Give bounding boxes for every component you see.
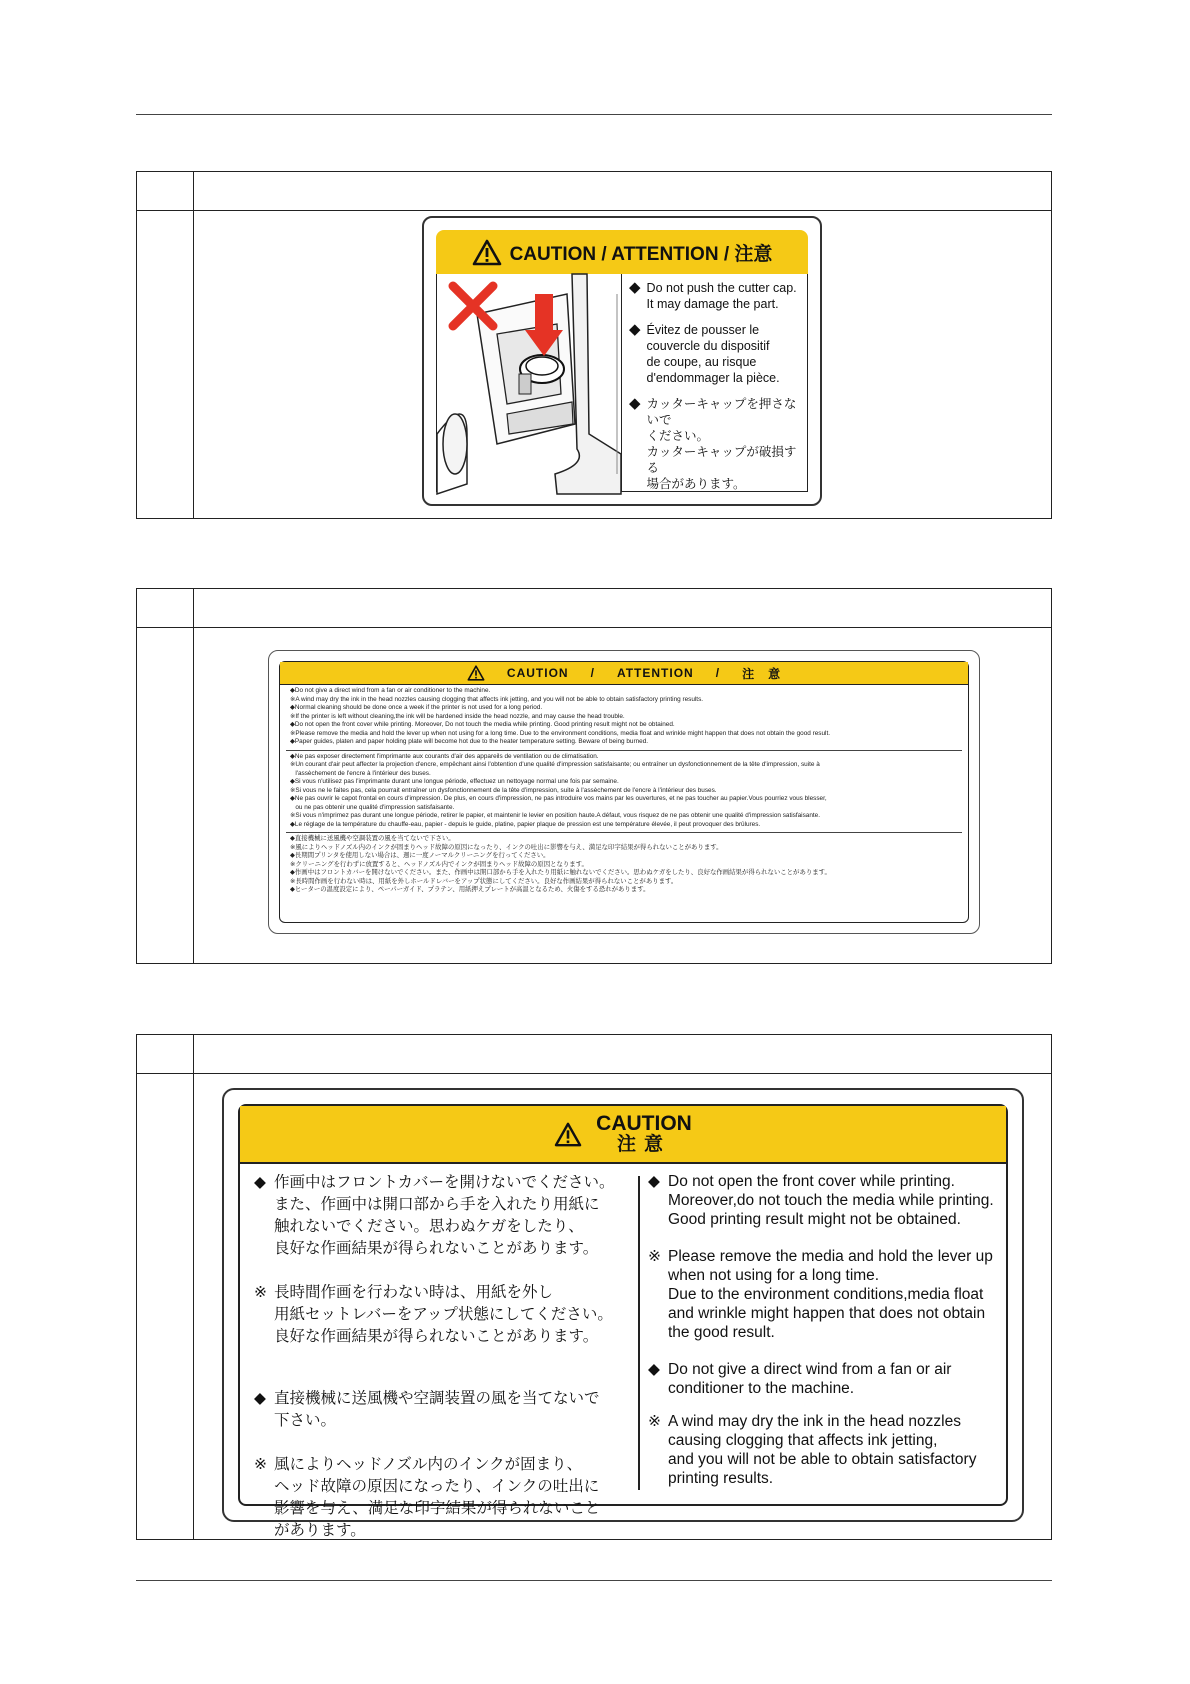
- caution-paragraph: [648, 1412, 1018, 1488]
- caution-banner: [436, 230, 808, 274]
- caution-line: ◆ヒーターの温度設定により、ペーパーガイド、プラテン、用紙押えプレートが高温となるため、火傷をする恐れがあります。: [290, 886, 650, 893]
- caution-title-part: CAUTION: [506, 666, 569, 680]
- english-section: [280, 685, 968, 750]
- prohibited-x-icon: [447, 280, 499, 332]
- paragraph-text: 風によりヘッドノズル内のインクが固まり、 ヘッド故障の原因になったり、インクの吐出に 影響を与え、満足な印字結果が得られないこと があります。: [274, 1456, 601, 1539]
- caution-title-part: /: [715, 666, 721, 680]
- paragraph-text: Do not give a direct wind from a fan or air conditioner to the machine.: [668, 1361, 952, 1397]
- caution-paragraph: [648, 1172, 1018, 1229]
- caution-title-part: /: [590, 666, 595, 680]
- caution-paragraph: [254, 1388, 624, 1432]
- instruction-text: カッターキャップを押さないで ください。 カッターキャップが破損する 場合があります。: [646, 397, 797, 491]
- caution-line: ◆Le réglage de la température du chauffe-eau, papier - depuis le guide, platine, papier plaque de pression est une température élevée, il peut provoquer des brûlures.: [290, 820, 761, 828]
- caution-paragraph: [648, 1247, 1018, 1342]
- caution-banner: [280, 662, 968, 685]
- caution-line: ◆Normal cleaning should be done once a week if the printer is not used for a long period.: [290, 704, 543, 711]
- caution-line: ◆Si vous n'utilisez pas l'imprimante durant une longue période, effectuez un nettoyage normal une fois par semaine.: [290, 778, 619, 785]
- caution-line: ※クリーニングを行わずに放置すると、ヘッドノズル内でインクが固まりヘッド故障の原因となります。: [290, 860, 588, 868]
- caution-title: CAUTION / ATTENTION / 注意: [509, 243, 773, 265]
- bullet-mark: ◆: [648, 1361, 660, 1378]
- table-header-row: [137, 172, 1051, 211]
- column-divider: [638, 1176, 640, 1490]
- caution-line: ◆Paper guides, platen and paper holding plate will become hot due to the heater temperature setting. Beware of being burned.: [290, 738, 649, 745]
- caution-line: ※長時間作画を行わない時は、用紙を外しホールドレバーをアップ状態にしてください。良好な作画結果が得られないことがあります。: [290, 877, 678, 885]
- caution-paragraph: [254, 1172, 624, 1260]
- warning-triangle-icon: [554, 1122, 582, 1147]
- table-header-row: [137, 589, 1051, 628]
- caution-banner: [240, 1106, 1006, 1164]
- caution-line: ※Please remove the media and hold the lever up when not using for a long time. Due to the environment conditions, media float and wrinkle might happen that does not obtain the good result.: [290, 729, 831, 737]
- caution-title-part: 注 意: [742, 666, 782, 681]
- paragraph-text: 長時間作画を行わない時は、用紙を外し 用紙セットレバーをアップ状態にしてください。 良好な作画結果が得られないことがあります。: [274, 1284, 613, 1345]
- multilingual-caution-label: [268, 650, 980, 934]
- caution-line: ※If the printer is left without cleaning,the ink will be hardened inside the head nozzle, and may cause the head trouble.: [290, 712, 625, 720]
- caution-line: ※Un courant d'air peut affecter la projection d'encre, empêchant ainsi l'obtention d'une qualité d'impression satisfaisante; ou entraîner un dysfonctionnement de la tête d'impression, suite à: [290, 761, 820, 768]
- caution-title-part: ATTENTION: [616, 666, 694, 680]
- front-cover-caution-label: [222, 1088, 1024, 1539]
- paragraph-text: Do not open the front cover while printing. Moreover,do not touch the media while printing. Good printing result might not be obtained.: [668, 1173, 994, 1228]
- japanese-column: [254, 1172, 624, 1562]
- table-header-row: [137, 1035, 1051, 1074]
- paragraph-text: A wind may dry the ink in the head nozzles causing clogging that affects ink jetting, and you will not be able to obtain satisfactory printing results.: [668, 1413, 977, 1487]
- instruction-en: ◆ Do not push the cutter cap. It may damage the part.: [629, 279, 797, 311]
- instruction-ja: ◆ カッターキャップを押さないで ください。 カッターキャップが破損する 場合があります。: [629, 396, 801, 492]
- caution-instructions: [629, 280, 801, 502]
- french-section: [286, 750, 962, 833]
- caution-inner-panel: [238, 1104, 1008, 1539]
- bullet-mark: ※: [254, 1456, 267, 1473]
- warning-triangle-icon: [467, 665, 485, 681]
- caution-paragraph: [254, 1282, 624, 1348]
- caution-inner-panel: [279, 661, 969, 923]
- caution-line: ◆Do not give a direct wind from a fan or air conditioner to the machine.: [290, 687, 491, 694]
- table-column-divider: [193, 172, 194, 518]
- caution-title: [596, 1113, 692, 1155]
- caution-line: ※風によりヘッドノズル内のインクが固まりヘッド故障の原因になったり、インクの吐出に影響を与え、満足な印字結果が得られないことがあります。: [290, 843, 723, 851]
- caution-line: ◆Do not open the front cover while printing. Moreover, Do not touch the media while printing. Good printing result might not be obtained.: [290, 721, 675, 728]
- caution-body: [436, 274, 808, 492]
- caution-line: ◆作画中はフロントカバーを開けないでください。また、作画中は開口部から手を入れたり用紙に触れないでください。思わぬケガをしたり、良好な作画結果が得られないことがあります。: [290, 869, 831, 876]
- header-rule: [136, 114, 1052, 115]
- bullet-mark: ※: [648, 1248, 661, 1265]
- english-column: [648, 1172, 1018, 1508]
- caution-line: ◆長期間プリンタを使用しない場合は、週に一度ノーマルクリーニングを行ってください。: [290, 852, 550, 859]
- instruction-text: Évitez de pousser le couvercle du dispositif de coupe, au risque d'endommager la pièce.: [646, 323, 780, 385]
- bullet-mark: ※: [648, 1413, 661, 1430]
- instruction-text: Do not push the cutter cap. It may damage the part.: [646, 281, 797, 311]
- caution-line: ◆直接機械に送風機や空調装置の風を当てないで下さい。: [290, 835, 455, 842]
- instruction-fr: ◆ Évitez de pousser le couvercle du dispositif de coupe, au risque d'endommager la pièce.: [629, 321, 780, 385]
- bullet-mark: ◆: [254, 1390, 266, 1407]
- paragraph-text: 直接機械に送風機や空調装置の風を当てないで 下さい。: [274, 1390, 600, 1429]
- warning-triangle-icon: [472, 239, 502, 266]
- japanese-section: [286, 832, 962, 898]
- caution-paragraph: [648, 1360, 1018, 1398]
- caution-title-en: CAUTION: [596, 1112, 692, 1135]
- caution-line: ※Si vous ne le faites pas, cela pourrait entraîner un dysfonctionnement de la tête d'impression, suite à l'assèchement de l'encre à l'intérieur des buses.: [290, 786, 717, 794]
- cutter-cap-caution-label: [422, 216, 822, 506]
- bullet-mark: ◆: [254, 1174, 266, 1191]
- caution-line: ※Si vous n'imprimez pas durant une longue période, retirer le papier, et maintenir le levier en position haute.A défaut, vous risquez de ne pas obtenir une qualité d'impression satisfaisante.: [290, 812, 821, 819]
- bullet-mark: ※: [254, 1284, 267, 1301]
- caution-paragraph: [254, 1454, 624, 1542]
- caution-line: ◆Ne pas exposer directement l'imprimante aux courants d'air des appareils de ventilation ou de climatisation.: [290, 752, 599, 760]
- footer-rule: [136, 1580, 1052, 1581]
- caution-title-ja: 注意: [616, 1134, 671, 1155]
- bullet-mark: ◆: [648, 1173, 660, 1190]
- caution-line: l'assèchement de l'encre à l'intérieur des buses.: [290, 769, 431, 777]
- paragraph-text: 作画中はフロントカバーを開けないでください。 また、作画中は開口部から手を入れたり用紙に 触れないでください。思わぬケガをしたり、 良好な作画結果が得られないことがあります。: [274, 1174, 615, 1257]
- paragraph-text: Please remove the media and hold the lever up when not using for a long time. Due to the environment conditions,media float and wrinkle might happen that does not obtain the good result.: [668, 1248, 993, 1341]
- caution-line: ou ne pas obtenir une qualité d'impression satisfaisante.: [290, 803, 455, 811]
- table-column-divider: [193, 589, 194, 963]
- table-column-divider: [193, 1035, 194, 1539]
- caution-line: ※A wind may dry the ink in the head nozzles causing clogging that affects ink jetting, and you will not be able to obtain satisfactory printing results.: [290, 695, 704, 703]
- caution-line: ◆Ne pas ouvrir le capot frontal en cours d'impression. De plus, en cours d'impression, ne pas introduire vos mains par les ouvertures, et ne pas toucher au papier.Vous pourriez vous blesser,: [290, 795, 827, 802]
